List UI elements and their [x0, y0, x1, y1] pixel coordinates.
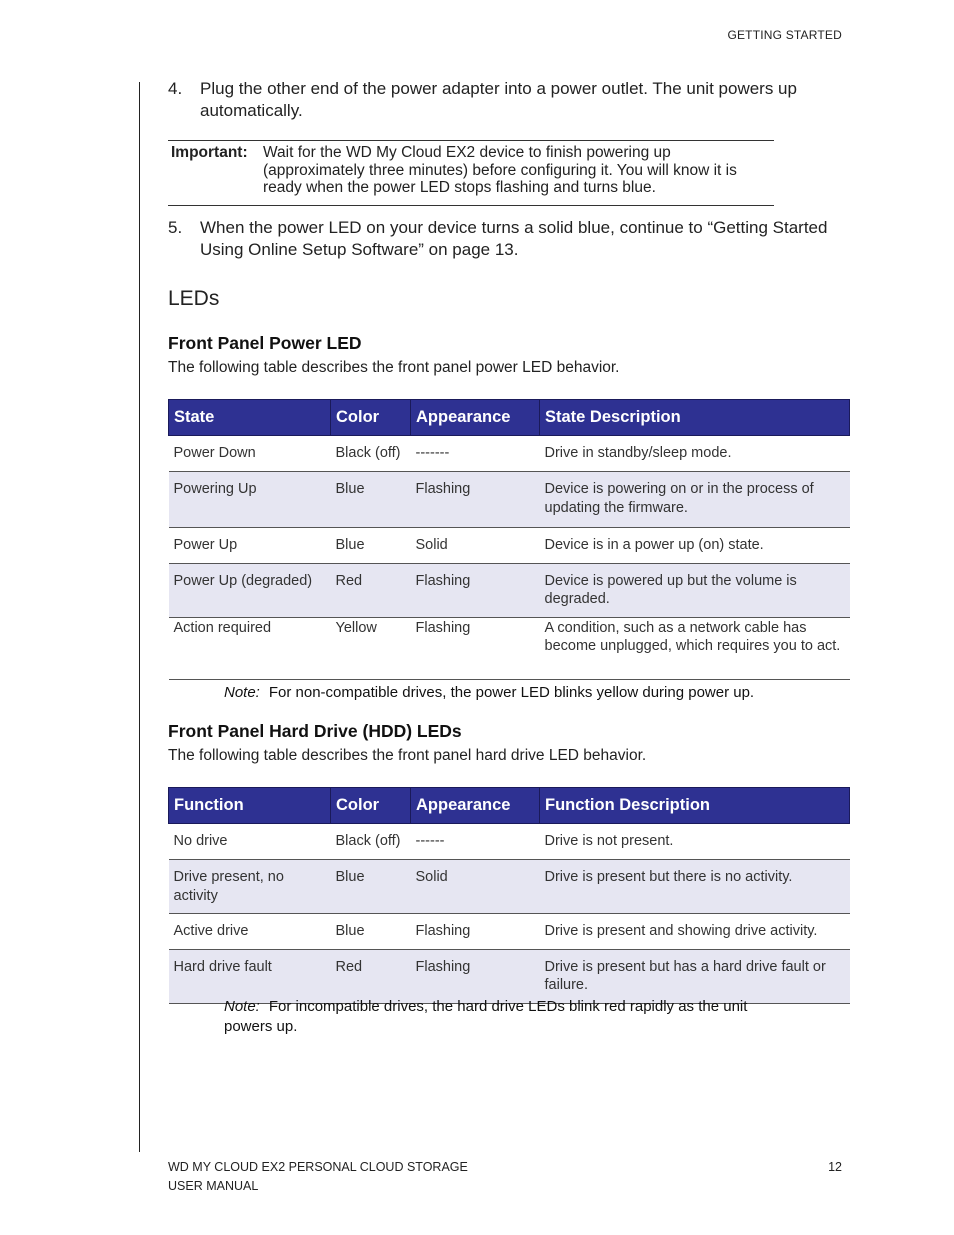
table-cell: A condition, such as a network cable has become unplugged, which requires you to act. — [540, 617, 850, 679]
table-cell: Blue — [331, 528, 411, 564]
table-cell: Flashing — [411, 472, 540, 528]
table-header-row — [169, 400, 850, 436]
step-4 — [168, 78, 848, 122]
table-cell: Solid — [411, 528, 540, 564]
column-header: Function Description — [540, 788, 850, 824]
table-cell: No drive — [169, 824, 331, 860]
note-text: For non-compatible drives, the power LED blinks yellow during power up. — [268, 684, 755, 701]
power-led-intro: The following table describes the front panel power LED behavior. — [168, 359, 620, 376]
page-number: 12 — [828, 1160, 842, 1174]
table-cell: Device is powered up but the volume is degraded. — [540, 563, 850, 617]
column-header: Function — [169, 788, 331, 824]
table-cell: Black (off) — [331, 436, 411, 472]
table-cell: Device is powering on or in the process of updating the firmware. — [540, 472, 850, 528]
section-title: LEDs — [168, 287, 220, 310]
step-number: 5. — [168, 218, 183, 237]
note-label: Note: — [224, 998, 260, 1015]
note-text: For incompatible drives, the hard drive LEDs blink red rapidly as the unit powers up. — [224, 998, 748, 1035]
table-row — [169, 617, 850, 679]
table-cell: Device is in a power up (on) state. — [540, 528, 850, 564]
table-cell: Flashing — [411, 563, 540, 617]
table-cell: Blue — [331, 860, 411, 914]
power-led-table — [168, 399, 850, 680]
table-row — [169, 472, 850, 528]
table-cell: Blue — [331, 472, 411, 528]
hdd-led-table — [168, 787, 850, 1004]
footer-doc-type: USER MANUAL — [168, 1179, 259, 1193]
table-cell: Yellow — [331, 617, 411, 679]
table-cell: Drive is not present. — [540, 824, 850, 860]
footer — [168, 1158, 468, 1196]
table-cell: Black (off) — [331, 824, 411, 860]
table-cell: Power Up — [169, 528, 331, 564]
hdd-led-heading: Front Panel Hard Drive (HDD) LEDs — [168, 721, 462, 741]
important-label: Important: — [171, 144, 248, 161]
important-text: Wait for the WD My Cloud EX2 device to finish powering up (approximately three minutes) before configuring it. You will know it is ready when the power LED stops flashing and turns blue. — [263, 144, 737, 196]
table-cell: Power Up (degraded) — [169, 563, 331, 617]
table-cell: Red — [331, 563, 411, 617]
table-cell: Flashing — [411, 914, 540, 950]
column-header: Color — [331, 400, 411, 436]
table-row — [169, 563, 850, 617]
running-header: GETTING STARTED — [727, 28, 842, 42]
hdd-led-note — [224, 997, 794, 1037]
table-cell: Flashing — [411, 617, 540, 679]
table-row — [169, 528, 850, 564]
table-cell: Solid — [411, 860, 540, 914]
table-row — [169, 914, 850, 950]
table-cell: Drive in standby/sleep mode. — [540, 436, 850, 472]
table-cell: Blue — [331, 914, 411, 950]
power-led-heading: Front Panel Power LED — [168, 333, 362, 353]
table-cell: Action required — [169, 617, 331, 679]
table-cell: Drive present, no activity — [169, 860, 331, 914]
note-label: Note: — [224, 684, 260, 701]
table-cell: Hard drive fault — [169, 949, 331, 1003]
table-cell: Red — [331, 949, 411, 1003]
table-cell: Drive is present but has a hard drive fault or failure. — [540, 949, 850, 1003]
column-header: Appearance — [411, 788, 540, 824]
column-header: Appearance — [411, 400, 540, 436]
step-5 — [168, 217, 848, 261]
table-row — [169, 824, 850, 860]
table-cell: ------ — [411, 824, 540, 860]
margin-rule — [139, 82, 140, 1152]
power-led-note — [224, 683, 824, 703]
table-cell: ------- — [411, 436, 540, 472]
step-text: When the power LED on your device turns a solid blue, continue to “Getting Started Using Online Setup Software” on page 13. — [200, 218, 828, 259]
table-cell: Powering Up — [169, 472, 331, 528]
hdd-led-intro: The following table describes the front panel hard drive LED behavior. — [168, 747, 647, 764]
table-row — [169, 436, 850, 472]
table-cell: Drive is present but there is no activity. — [540, 860, 850, 914]
table-header-row — [169, 788, 850, 824]
column-header: State Description — [540, 400, 850, 436]
important-callout — [168, 140, 774, 206]
step-number: 4. — [168, 79, 183, 98]
table-row — [169, 949, 850, 1003]
table-row — [169, 860, 850, 914]
table-cell: Power Down — [169, 436, 331, 472]
footer-product: WD MY CLOUD EX2 PERSONAL CLOUD STORAGE — [168, 1160, 468, 1174]
table-cell: Flashing — [411, 949, 540, 1003]
column-header: Color — [331, 788, 411, 824]
table-cell: Active drive — [169, 914, 331, 950]
step-text: Plug the other end of the power adapter into a power outlet. The unit powers up automatically. — [200, 79, 797, 120]
column-header: State — [169, 400, 331, 436]
table-cell: Drive is present and showing drive activity. — [540, 914, 850, 950]
